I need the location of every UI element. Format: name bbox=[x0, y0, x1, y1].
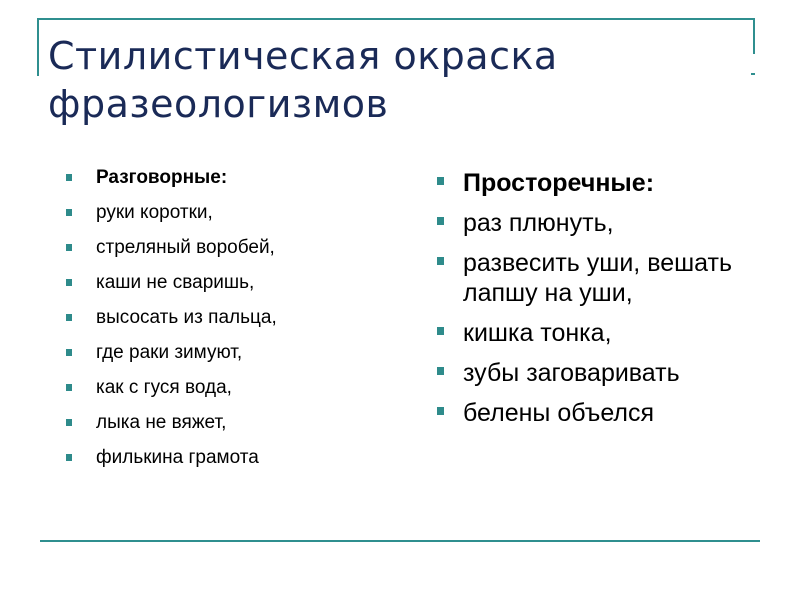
list-item bbox=[66, 236, 396, 260]
colloquial-list bbox=[66, 166, 396, 481]
list-item-text: зубы заговаривать bbox=[463, 359, 680, 387]
bottom-divider-line bbox=[40, 540, 760, 542]
list-item-text: развесить уши, вешать лапшу на уши, bbox=[463, 249, 732, 307]
list-item bbox=[66, 306, 396, 330]
top-divider-line bbox=[37, 18, 755, 20]
list-item bbox=[66, 271, 396, 295]
list-item bbox=[66, 201, 396, 225]
list-item bbox=[66, 411, 396, 435]
square-bullet-icon bbox=[66, 349, 72, 356]
colloquial-heading bbox=[66, 166, 396, 190]
square-bullet-icon bbox=[437, 407, 444, 415]
list-item-text: раз плюнуть, bbox=[463, 209, 614, 237]
square-bullet-icon bbox=[66, 384, 72, 391]
slide-title-line-2: фразеологизмов bbox=[48, 82, 389, 126]
list-item-text: как с гуся вода, bbox=[96, 377, 232, 398]
square-bullet-icon bbox=[66, 244, 72, 251]
slide-title bbox=[48, 32, 738, 128]
square-bullet-icon bbox=[437, 367, 444, 375]
square-bullet-icon bbox=[437, 177, 444, 185]
square-bullet-icon bbox=[66, 314, 72, 321]
slide-title-line-1: Стилистическая окраска bbox=[48, 34, 558, 78]
list-item bbox=[437, 318, 767, 348]
square-bullet-icon bbox=[437, 327, 444, 335]
list-item bbox=[66, 341, 396, 365]
list-item-text: лыка не вяжет, bbox=[96, 412, 227, 433]
list-item bbox=[437, 248, 767, 308]
vernacular-heading bbox=[437, 168, 767, 198]
list-item bbox=[437, 398, 767, 428]
vernacular-list bbox=[437, 168, 767, 438]
square-bullet-icon bbox=[437, 257, 444, 265]
square-bullet-icon bbox=[437, 217, 444, 225]
list-item bbox=[66, 446, 396, 470]
list-heading-text: Просторечные: bbox=[463, 169, 655, 197]
square-bullet-icon bbox=[66, 279, 72, 286]
list-heading-text: Разговорные: bbox=[96, 167, 228, 188]
square-bullet-icon bbox=[66, 209, 72, 216]
square-bullet-icon bbox=[66, 419, 72, 426]
list-item-text: филькина грамота bbox=[96, 447, 259, 468]
list-item-text: высосать из пальца, bbox=[96, 307, 277, 328]
list-item-text: кишка тонка, bbox=[463, 319, 612, 347]
square-bullet-icon bbox=[66, 174, 72, 181]
list-item-text: каши не сваришь, bbox=[96, 272, 255, 293]
list-item bbox=[437, 208, 767, 238]
right-frame-line bbox=[753, 18, 755, 54]
square-bullet-icon bbox=[66, 454, 72, 461]
list-item bbox=[66, 376, 396, 400]
list-item bbox=[437, 358, 767, 388]
list-item-text: белены объелся bbox=[463, 399, 655, 427]
list-item-text: где раки зимуют, bbox=[96, 342, 243, 363]
right-frame-mark bbox=[751, 73, 755, 75]
left-frame-line bbox=[37, 18, 39, 76]
list-item-text: руки коротки, bbox=[96, 202, 213, 223]
list-item-text: стреляный воробей, bbox=[96, 237, 275, 258]
